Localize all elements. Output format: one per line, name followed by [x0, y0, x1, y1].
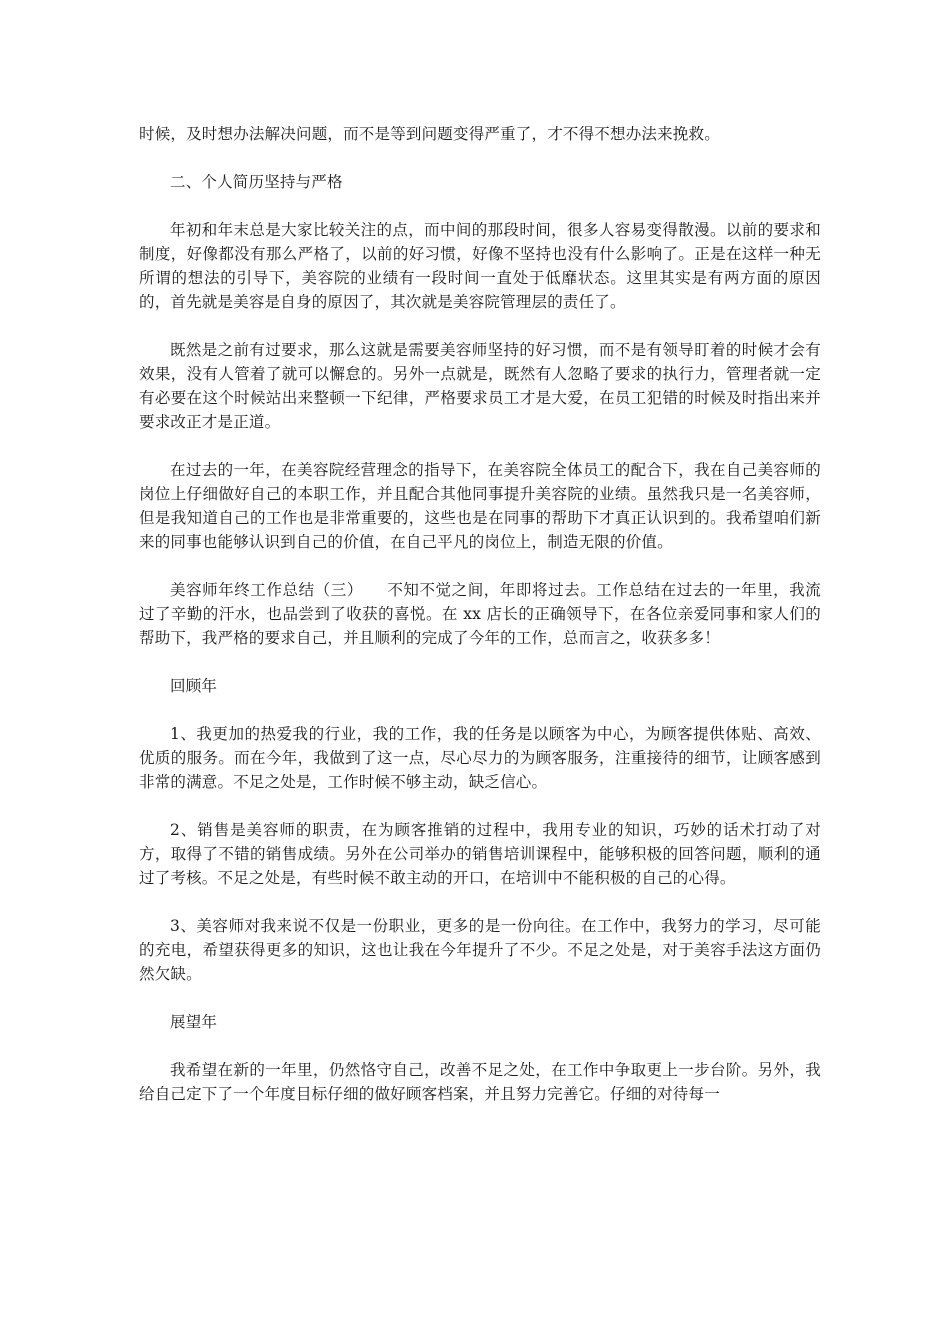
paragraph-outlook: 我希望在新的一年里，仍然恪守自己，改善不足之处，在工作中争取更上一步台阶。另外，我给自己定下了一个年度目标仔细的做好顾客档案，并且努力完善它。仔细的对待每一: [139, 1061, 821, 1103]
section-heading-personal-resume: 二、个人简历坚持与严格: [170, 173, 343, 191]
paragraph-mid-year-laxity: 年初和年末总是大家比较关注的点，而中间的那段时间，很多人容易变得散漫。以前的要求和制度，好像都没有那么严格了，以前的好习惯，好像不坚持也没有什么影响了。正是在这样一种无所谓的想法的引导下，美容院的业绩有一段时间一直处于低靡状态。这里其实是有两方面的原因的，首先就是美容是自身的原因了，其次就是美容院管理层的责任了。: [139, 221, 821, 311]
paragraph-item-1: 1、我更加的热爱我的行业，我的工作，我的任务是以顾客为中心，为顾客提供体贴、高效、优质的服务。而在今年，我做到了这一点，尽心尽力的为顾客服务，注重接待的细节，让顾客感到非常的满意。不足之处是，工作时候不够主动，缺乏信心。: [139, 725, 821, 791]
section-heading-outlook: 展望年: [170, 1013, 218, 1031]
paragraph-past-year: 在过去的一年，在美容院经营理念的指导下，在美容院全体员工的配合下，我在自己美容师的岗位上仔细做好自己的本职工作，并且配合其他同事提升美容院的业绩。虽然我只是一名美容师，但是我知道自己的工作也是非常重要的，这些也是在同事的帮助下才真正认识到的。我希望咱们新来的同事也能够认识到自己的价值，在自己平凡的岗位上，制造无限的价值。: [139, 461, 821, 551]
paragraph-continuation: 时候，及时想办法解决问题，而不是等到问题变得严重了，才不得不想办法来挽救。: [139, 125, 720, 143]
paragraph-item-2: 2、销售是美容师的职责，在为顾客推销的过程中，我用专业的知识，巧妙的话术打动了对方，取得了不错的销售成绩。另外在公司举办的销售培训课程中，能够积极的回答问题，顺利的通过了考核。不足之处是，有些时候不敢主动的开口，在培训中不能积极的自己的心得。: [139, 821, 821, 887]
paragraph-summary-three: 美容师年终工作总结（三） 不知不觉之间，年即将过去。工作总结在过去的一年里，我流过了辛勤的汗水，也品尝到了收获的喜悦。在 xx 店长的正确领导下，在各位亲爱同事和家人们的帮助下，我严格的要求自己，并且顺利的完成了今年的工作，总而言之，收获多多！: [139, 581, 821, 647]
document-body: [139, 122, 821, 1130]
paragraph-good-habits: 既然是之前有过要求，那么这就是需要美容师坚持的好习惯，而不是有领导盯着的时候才会有效果，没有人管着了就可以懈怠的。另外一点就是，既然有人忽略了要求的执行力，管理者就一定有必要在这个时候站出来整顿一下纪律，严格要求员工才是大爱，在员工犯错的时候及时指出来并要求改正才是正道。: [139, 341, 821, 431]
section-heading-review: 回顾年: [170, 677, 218, 695]
paragraph-item-3: 3、美容师对我来说不仅是一份职业，更多的是一份向往。在工作中，我努力的学习，尽可能的充电，希望获得更多的知识，这也让我在今年提升了不少。不足之处是，对于美容手法这方面仍然欠缺。: [139, 917, 821, 983]
